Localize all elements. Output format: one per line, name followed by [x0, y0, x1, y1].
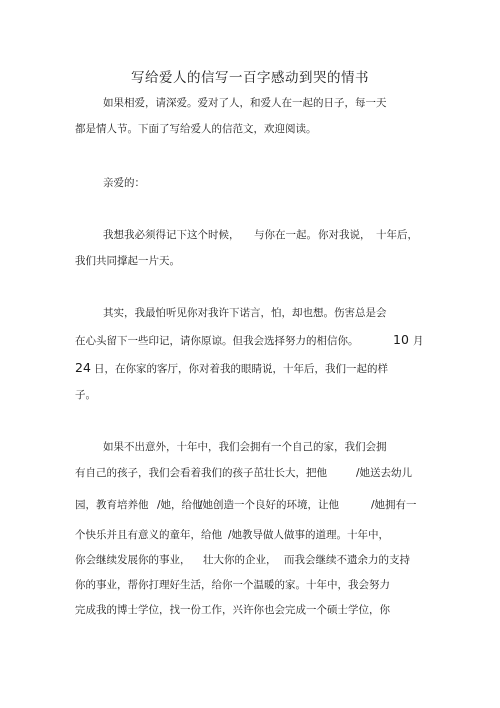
document-title: 写给爱人的信写一百字感动到哭的情书	[131, 70, 369, 86]
p3-line-2b: /她送去幼儿	[356, 467, 413, 479]
p3-line-3c: /她创造一个良好的环境，让他	[199, 499, 340, 511]
p3-line-5a: 你会继续发展你的事业，	[75, 554, 191, 566]
p1-line-1d: 十年后，	[376, 229, 418, 241]
p1-line-1a: 我想我必须得记下这个时候，	[103, 229, 240, 241]
p3-line-3d: /她拥有一	[371, 499, 417, 511]
p3-line-2a: 有自己的孩子，我们会看着我们的孩子茁壮长大，把他	[75, 467, 327, 479]
p1-line-1b: 与你在一起。	[254, 229, 317, 241]
p2-line-2c: 月	[413, 335, 424, 347]
greeting: 亲爱的：	[103, 177, 145, 189]
p3-line-6: 你的事业，帮你打理好生活，给你一个温暖的家。十年中，我会努力	[75, 579, 390, 591]
p3-line-3a: 园，教育培养他	[75, 499, 149, 511]
p3-line-1: 如果不出意外，十年中，我们会拥有一个自己的家，我们会拥	[103, 441, 387, 453]
p3-line-7: 完成我的博士学位，找一份工作，兴许你也会完成一个硕士学位，你	[75, 604, 390, 616]
p2-line-1: 其实，我最怕听见你对我许下诺言，怕，却也想。伤害总是会	[103, 307, 387, 319]
p3-line-4b: /她教导做人做事的道理。十年中，	[228, 529, 390, 541]
intro-line-2: 都是情人节。下面了写给爱人的信范文，欢迎阅读。	[75, 123, 317, 135]
p3-line-3b: /她，给他	[157, 499, 203, 511]
p2-line-3b: 日，在你家的客厅，你对着我的眼睛说，十年后，我们一起的样	[94, 363, 388, 375]
intro-line-1: 如果相爱，请深爱。爱对了人，和爱人在一起的日子，每一天	[103, 97, 387, 109]
p1-line-1c: 你对我说，	[318, 229, 371, 241]
p2-line-3a: 24	[75, 360, 91, 375]
p3-line-4a: 个快乐并且有意义的童年，给他	[75, 529, 222, 541]
p2-line-2a: 在心头留下一些印记，请你原谅。但我会选择努力的相信你。	[75, 335, 359, 347]
p3-line-5c: 而我会继续不遗余力的支持	[284, 554, 410, 566]
p2-line-2b: 10	[393, 332, 409, 347]
p3-line-5b: 壮大你的企业，	[203, 554, 277, 566]
p2-line-4: 子。	[75, 389, 96, 401]
p1-line-2: 我们共同撑起一片天。	[75, 255, 180, 267]
